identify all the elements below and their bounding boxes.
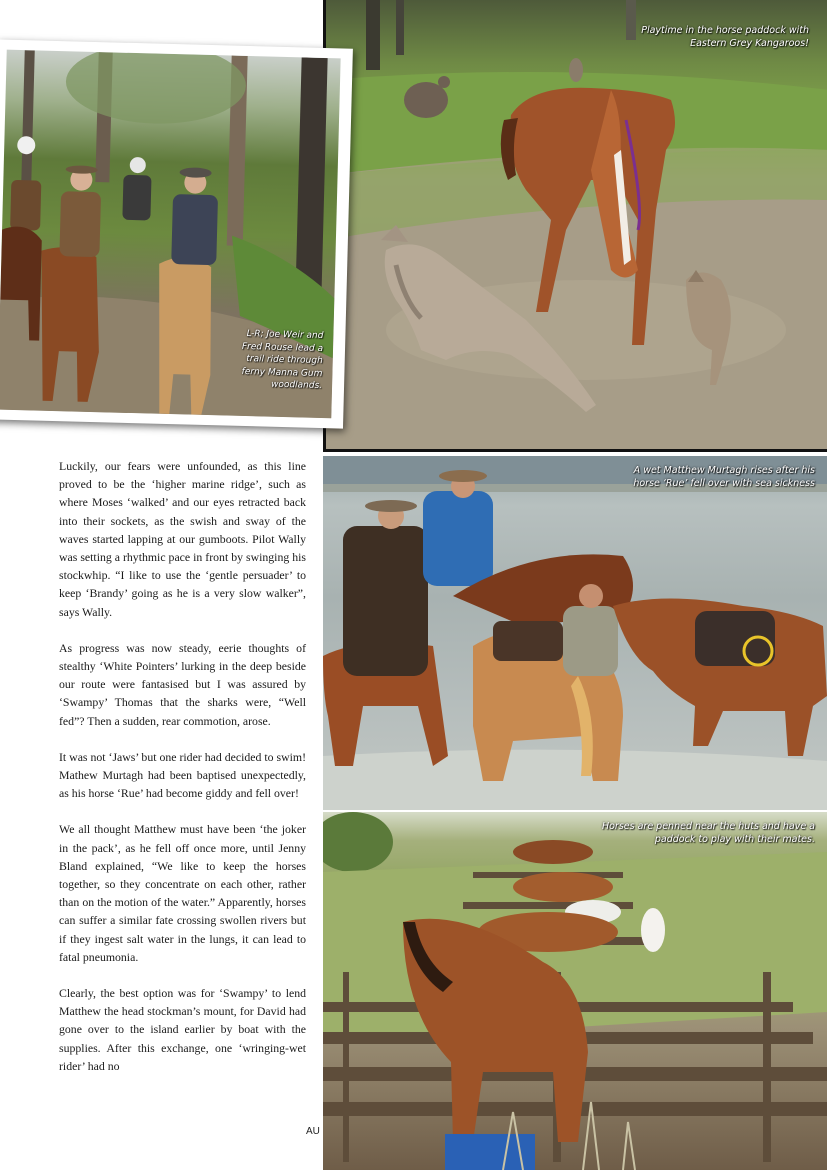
sea-scene [323,456,827,810]
caption-line: Eastern Grey Kangaroos! [690,38,809,49]
caption-sea [633,464,815,490]
photo-kangaroos-paddock [323,0,827,452]
article-paragraph: As progress was now steady, eerie thoughts of stealthy ‘White Pointers’ lurking in the deep beside our route were fantasised but I was assured by ‘Swampy’ Thomas that the sharks were, “Well fed”? Then a sudden, rear commotion, arose. [59,640,306,728]
photo-horses-pens [323,812,827,1170]
kangaroo-scene [326,0,827,452]
caption-line: paddock to play with their mates. [654,834,815,845]
caption-line: horse ‘Rue’ fell over with sea sickness [633,478,815,489]
caption-kangaroos [641,24,809,50]
caption-pens [602,820,815,846]
photo-trail-ride-frame [0,39,353,428]
article-paragraph: We all thought Matthew must have been ‘the joker in the pack’, as he fell off once more, until Jenny Bland explained, “We like to keep the horses together, so they concentrate on each other, rather than on the motion of the water.” Apparently, horses can suffer a similar fate crossing swollen rivers but if they ingest salt water in the lungs, it can lead to fatal pneumonia. [59,822,306,964]
page-footer-label: AU [306,1126,320,1137]
caption-line: ferny Manna Gum [241,366,323,379]
caption-trail [241,328,324,393]
caption-line: Playtime in the horse paddock with [641,25,809,36]
caption-line: Fred Rouse lead a [241,341,324,354]
caption-line: woodlands. [270,379,323,392]
pens-scene [323,812,827,1170]
article-paragraph: Luckily, our fears were unfounded, as this line proved to be the ‘higher marine ridge’, such as where Moses ‘walked’ and our eyes retracted back into their sockets, as the swish and sway of the waves started lapping at our gumboots. Pilot Wally was setting a rhythmic pace in front by swinging his stockwhip. “I like to use the ‘gentle persuader’ to keep ‘Brandy’ going as he is a very slow walker”, says Wally. [59,459,306,619]
article-paragraph: It was not ‘Jaws’ but one rider had decided to swim! Mathew Murtagh had been baptised unexpectedly, as his horse ‘Rue’ had become giddy and fell over! [59,749,306,801]
photo-trail-ride [0,50,341,419]
caption-line: L-R; Joe Weir and [246,329,324,342]
caption-line: trail ride through [246,354,323,367]
caption-line: A wet Matthew Murtagh rises after his [633,465,815,476]
photo-horses-sea [323,456,827,810]
article-paragraph: Clearly, the best option was for ‘Swampy’ to lend Matthew the head stockman’s mount, for David had gone over to the island earlier by boat with the supplies. After this exchange, one ‘wringing-wet rider’ had no [59,986,306,1073]
caption-line: Horses are penned near the huts and have a [601,821,815,832]
article-body [59,457,306,1093]
